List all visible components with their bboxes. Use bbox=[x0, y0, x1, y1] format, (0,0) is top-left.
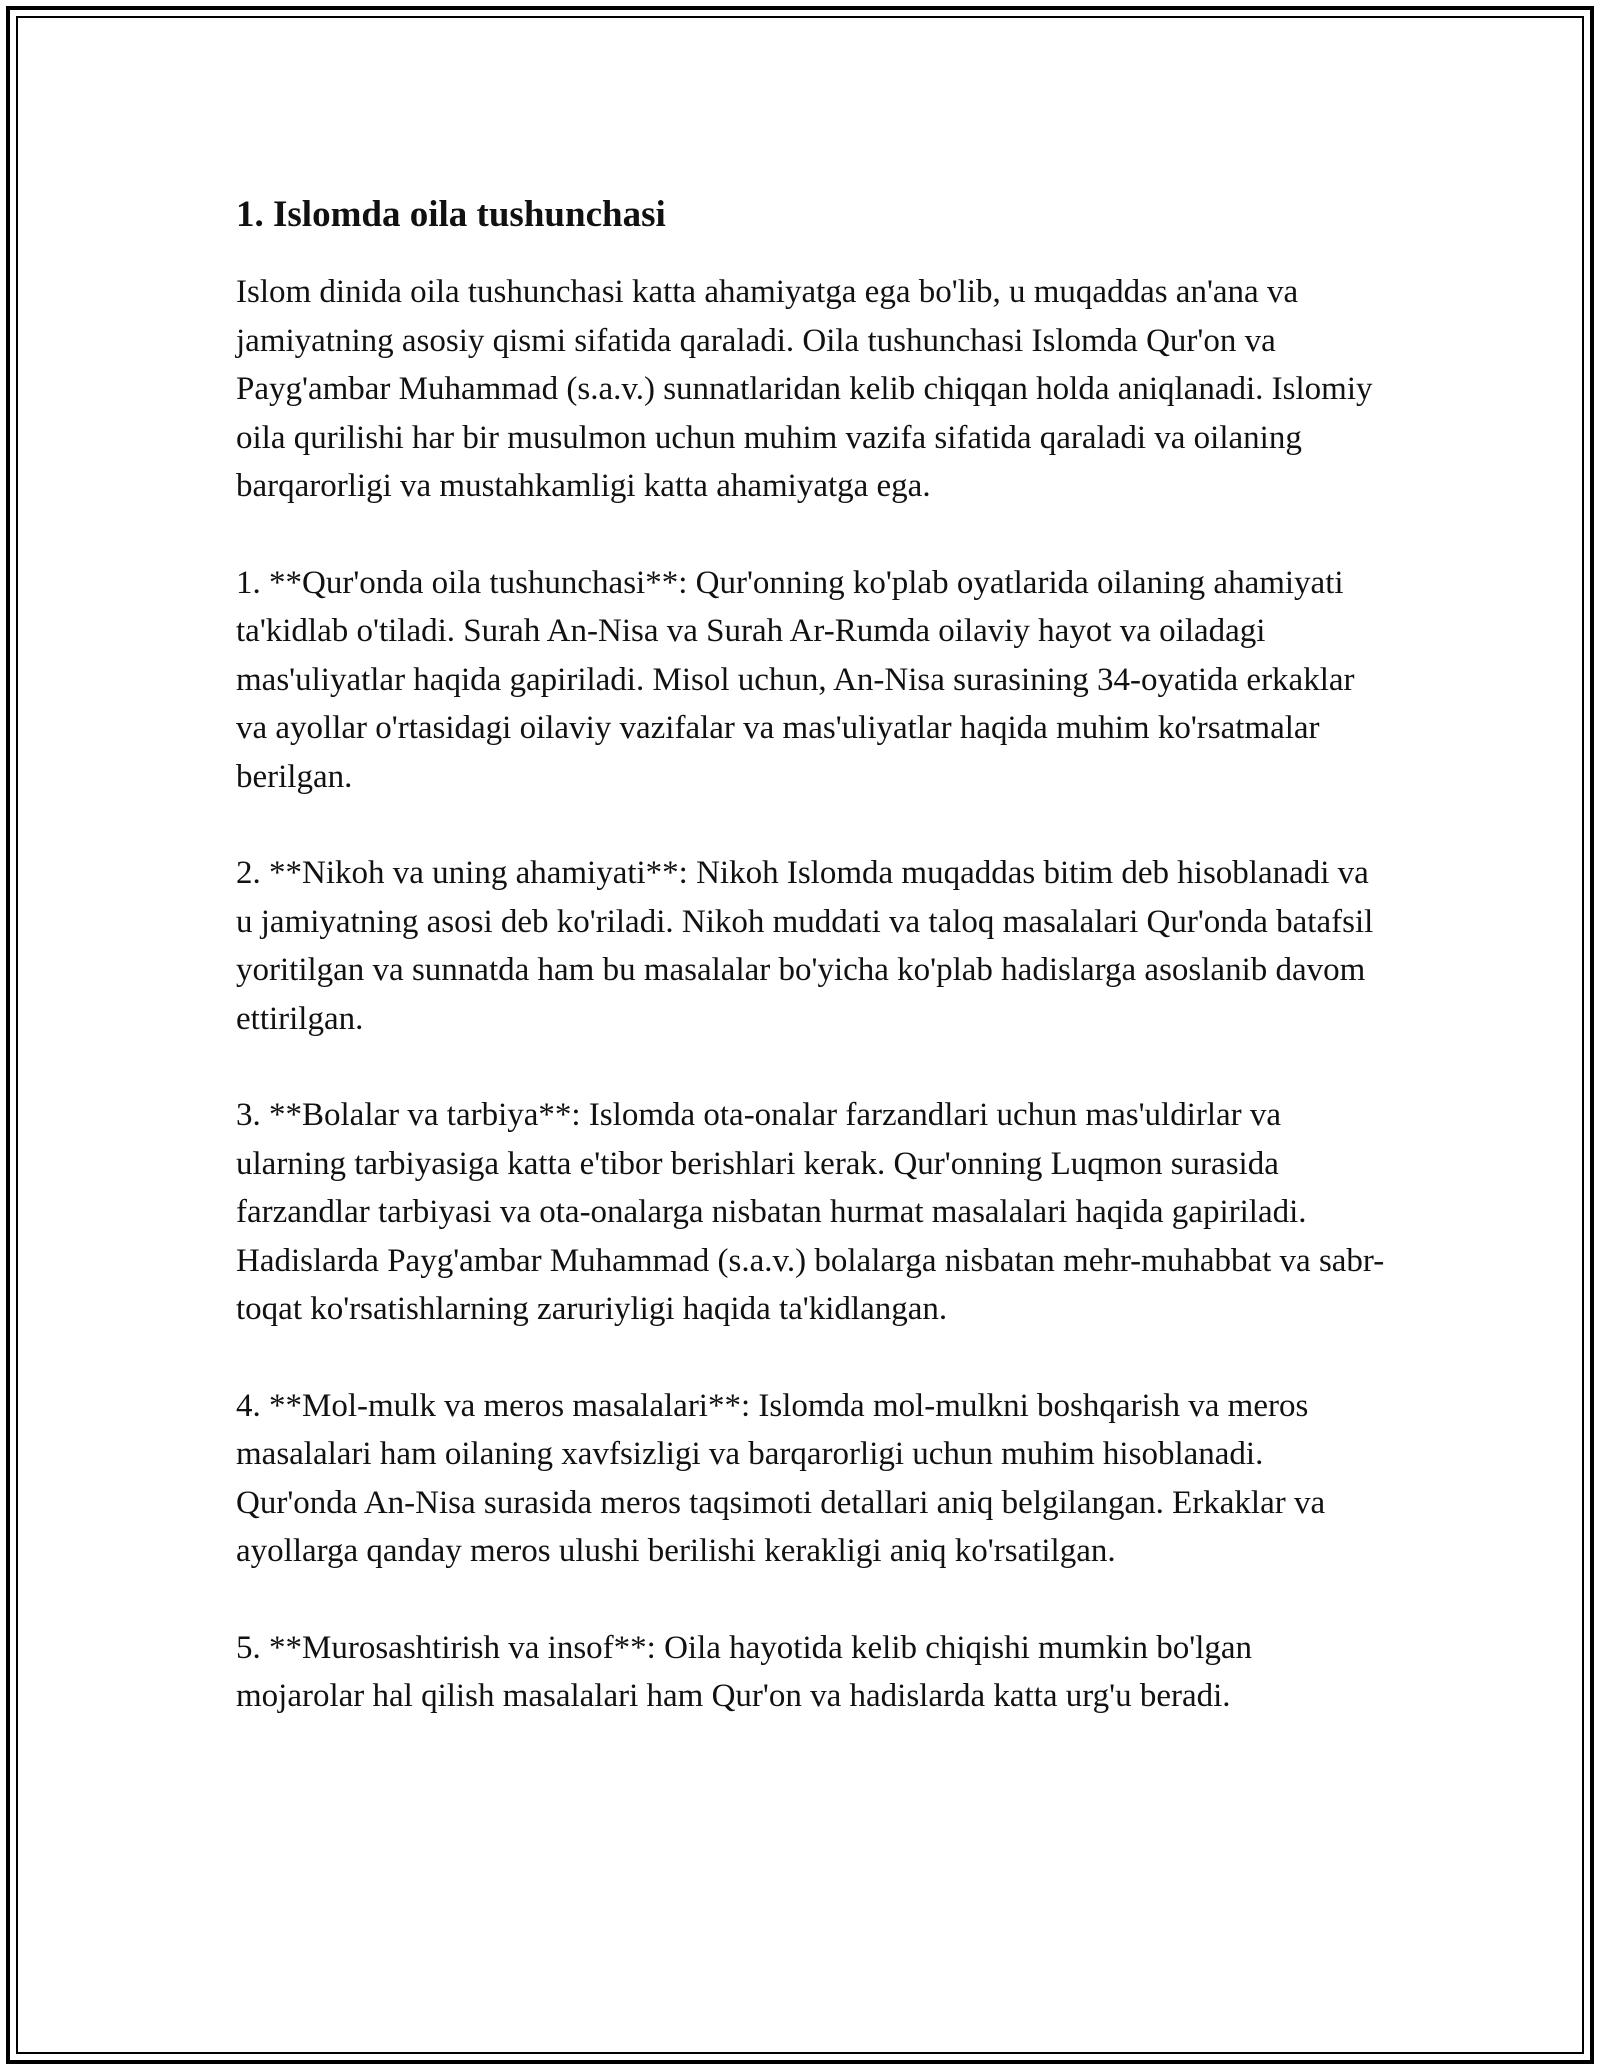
document-body bbox=[236, 186, 1386, 1721]
paragraph-nikah: 2. **Nikoh va uning ahamiyati**: Nikoh Islomda muqaddas bitim deb hisoblanadi va u jamiyatning asosi deb ko'riladi. Nikoh muddati va taloq masalalari Qur'onda batafsil yoritilgan va sunnatda ham bu masalalar bo'yicha ko'plab hadislarga asoslanib davom ettirilgan. bbox=[236, 855, 1374, 1037]
section-heading: 1. Islomda oila tushunchasi bbox=[236, 194, 666, 235]
intro-paragraph: Islom dinida oila tushunchasi katta ahamiyatga ega bo'lib, u muqaddas an'ana va jamiyatning asosiy qismi sifatida qaraladi. Oila tushunchasi Islomda Qur'on va Payg'ambar Muhammad (s.a.v.) sunnatlaridan kelib chiqqan holda aniqlanadi. Islomiy oila qurilishi har bir musulmon uchun muhim vazifa sifatida qaraladi va oilaning barqarorligi va mustahkamligi katta ahamiyatga ega. bbox=[236, 274, 1373, 504]
paragraph-quran-family: 1. **Qur'onda oila tushunchasi**: Qur'onning ko'plab oyatlarida oilaning ahamiyati ta'kidlab o'tiladi. Surah An-Nisa va Surah Ar-Rumda oilaviy hayot va oiladagi mas'uliyatlar haqida gapiriladi. Misol uchun, An-Nisa surasining 34-oyatida erkaklar va ayollar o'rtasidagi oilaviy vazifalar va mas'uliyatlar haqida muhim ko'rsatmalar berilgan. bbox=[236, 564, 1355, 795]
paragraph-reconciliation: 5. **Murosashtirish va insof**: Oila hayotida kelib chiqishi mumkin bo'lgan mojarolar hal qilish masalalari ham Qur'on va hadislarda katta urg'u beradi. bbox=[236, 1629, 1253, 1714]
paragraph-children-upbringing: 3. **Bolalar va tarbiya**: Islomda ota-onalar farzandlari uchun mas'uldirlar va ularning tarbiyasiga katta e'tibor berishlari kerak. Qur'onning Luqmon surasida farzandlar tarbiyasi va ota-onalarga nisbatan hurmat masalalari haqida gapiriladi. Hadislarda Payg'ambar Muhammad (s.a.v.) bolalarga nisbatan mehr-muhabbat va sabr-toqat ko'rsatishlarning zaruriyligi haqida ta'kidlangan. bbox=[236, 1097, 1385, 1327]
paragraph-property-inheritance: 4. **Mol-mulk va meros masalalari**: Islomda mol-mulkni boshqarish va meros masalalari ham oilaning xavfsizligi va barqarorligi uchun muhim hisoblanadi. Qur'onda An-Nisa surasida meros taqsimoti detallari aniq belgilangan. Erkaklar va ayollarga qanday meros ulushi berilishi kerakligi aniq ko'rsatilgan. bbox=[236, 1387, 1326, 1569]
